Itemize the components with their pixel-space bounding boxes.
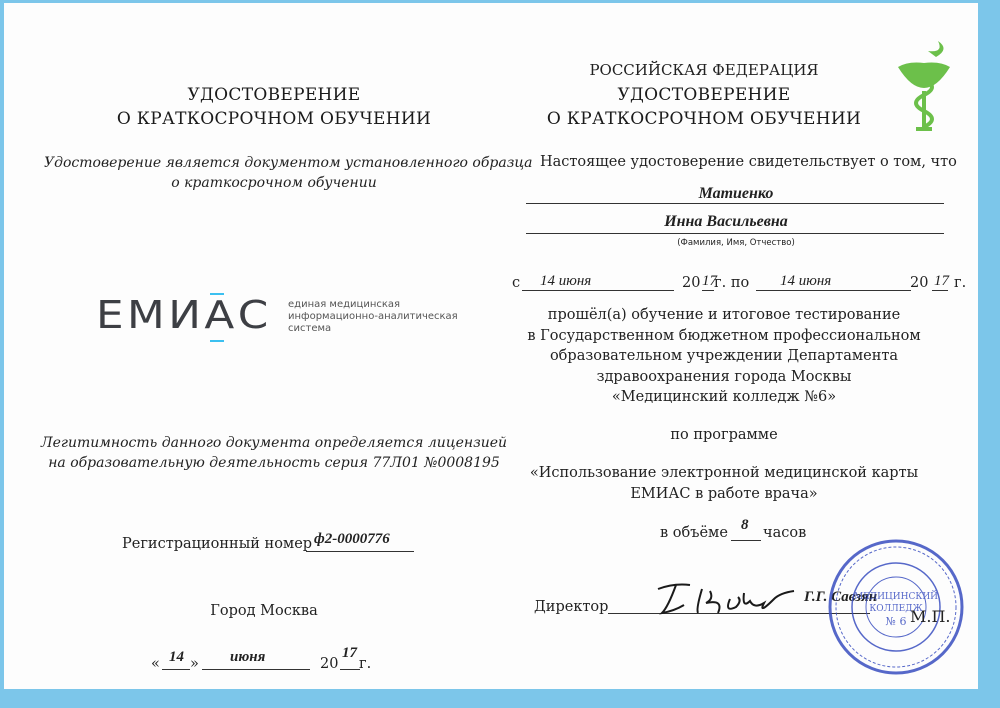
quote-open: «: [151, 656, 160, 672]
volume-label: в объёме: [660, 525, 728, 541]
hours-label: часов: [763, 525, 807, 541]
stamp-place: М.П.: [910, 607, 951, 626]
issue-year: 17: [342, 645, 357, 661]
right-title-2: О КРАТКОСРОЧНОМ ОБУЧЕНИИ: [546, 109, 862, 129]
training-body: [504, 305, 944, 408]
director-signature: [654, 579, 804, 619]
issue-year-suffix: г.: [359, 656, 372, 672]
program-line: ЕМИАС в работе врача»: [630, 486, 818, 502]
medical-bowl-snake-emblem: [894, 39, 954, 135]
surname: Матиенко: [698, 185, 774, 202]
from-label: с: [512, 275, 521, 291]
to-date: 14 июня: [780, 273, 832, 289]
logo-wordmark: ЕМИАС: [96, 293, 272, 337]
to-year: 17: [934, 273, 949, 289]
from-year-prefix: 20: [682, 275, 701, 291]
body-line: в Государственном бюджетном профессиональном: [527, 327, 921, 344]
program-line: «Использование электронной медицинской карты: [529, 465, 919, 481]
license-line-1: Легитимность данного документа определяется лицензией: [40, 435, 508, 451]
quote-close: »: [190, 656, 199, 672]
body-line: прошёл(а) обучение и итоговое тестирование: [547, 307, 901, 323]
svg-text:№ 6: № 6: [885, 615, 907, 628]
director-name: Г.Г. Савзян: [804, 589, 878, 605]
svg-text:КОЛЛЕДЖ: КОЛЛЕДЖ: [869, 604, 923, 614]
reg-number-label: Регистрационный номер: [122, 536, 313, 552]
body-line: образовательном учреждении Департамента: [549, 348, 899, 364]
program-label: по программе: [670, 427, 778, 443]
to-year-prefix: 20: [910, 275, 929, 291]
issue-year-prefix: 20: [320, 656, 339, 672]
left-title-1: УДОСТОВЕРЕНИЕ: [187, 85, 361, 105]
director-label: Директор: [534, 599, 609, 615]
name-caption: (Фамилия, Имя, Отчество): [677, 238, 795, 248]
issue-day: 14: [169, 649, 184, 665]
license-line-2: на образовательную деятельность серия 77Л01 №0008195: [48, 455, 500, 471]
reg-number: ф2-0000776: [314, 531, 390, 547]
logo-tagline-3: система: [288, 323, 332, 334]
right-title-1: УДОСТОВЕРЕНИЕ: [617, 85, 791, 105]
country: РОССИЙСКАЯ ФЕДЕРАЦИЯ: [589, 61, 819, 79]
full-name: Инна Васильевна: [664, 213, 788, 230]
hours: 8: [741, 517, 749, 533]
logo-tagline-1: единая медицинская: [288, 299, 401, 310]
issue-month: июня: [230, 649, 266, 665]
logo-tagline-2: информационно-аналитическая: [288, 311, 458, 322]
from-date: 14 июня: [540, 273, 592, 289]
body-line: здравоохранения города Москвы: [596, 368, 852, 385]
city: Город Москва: [210, 603, 318, 619]
to-year-suffix: г.: [954, 275, 967, 291]
certificate: [4, 3, 978, 689]
program: [504, 463, 944, 505]
emias-logo: [96, 291, 458, 346]
left-note-1: Удостоверение является документом установленного образца: [44, 155, 533, 171]
from-year: 17: [702, 273, 717, 289]
body-line: «Медицинский колледж №6»: [611, 389, 837, 405]
svg-text:МЕДИЦИНСКИЙ: МЕДИЦИНСКИЙ: [853, 592, 939, 602]
left-note-2: о краткосрочном обучении: [171, 175, 377, 191]
left-title-2: О КРАТКОСРОЧНОМ ОБУЧЕНИИ: [116, 109, 432, 129]
to-label: г. по: [714, 275, 750, 291]
intro-text: Настоящее удостоверение свидетельствует о том, что: [540, 154, 957, 170]
